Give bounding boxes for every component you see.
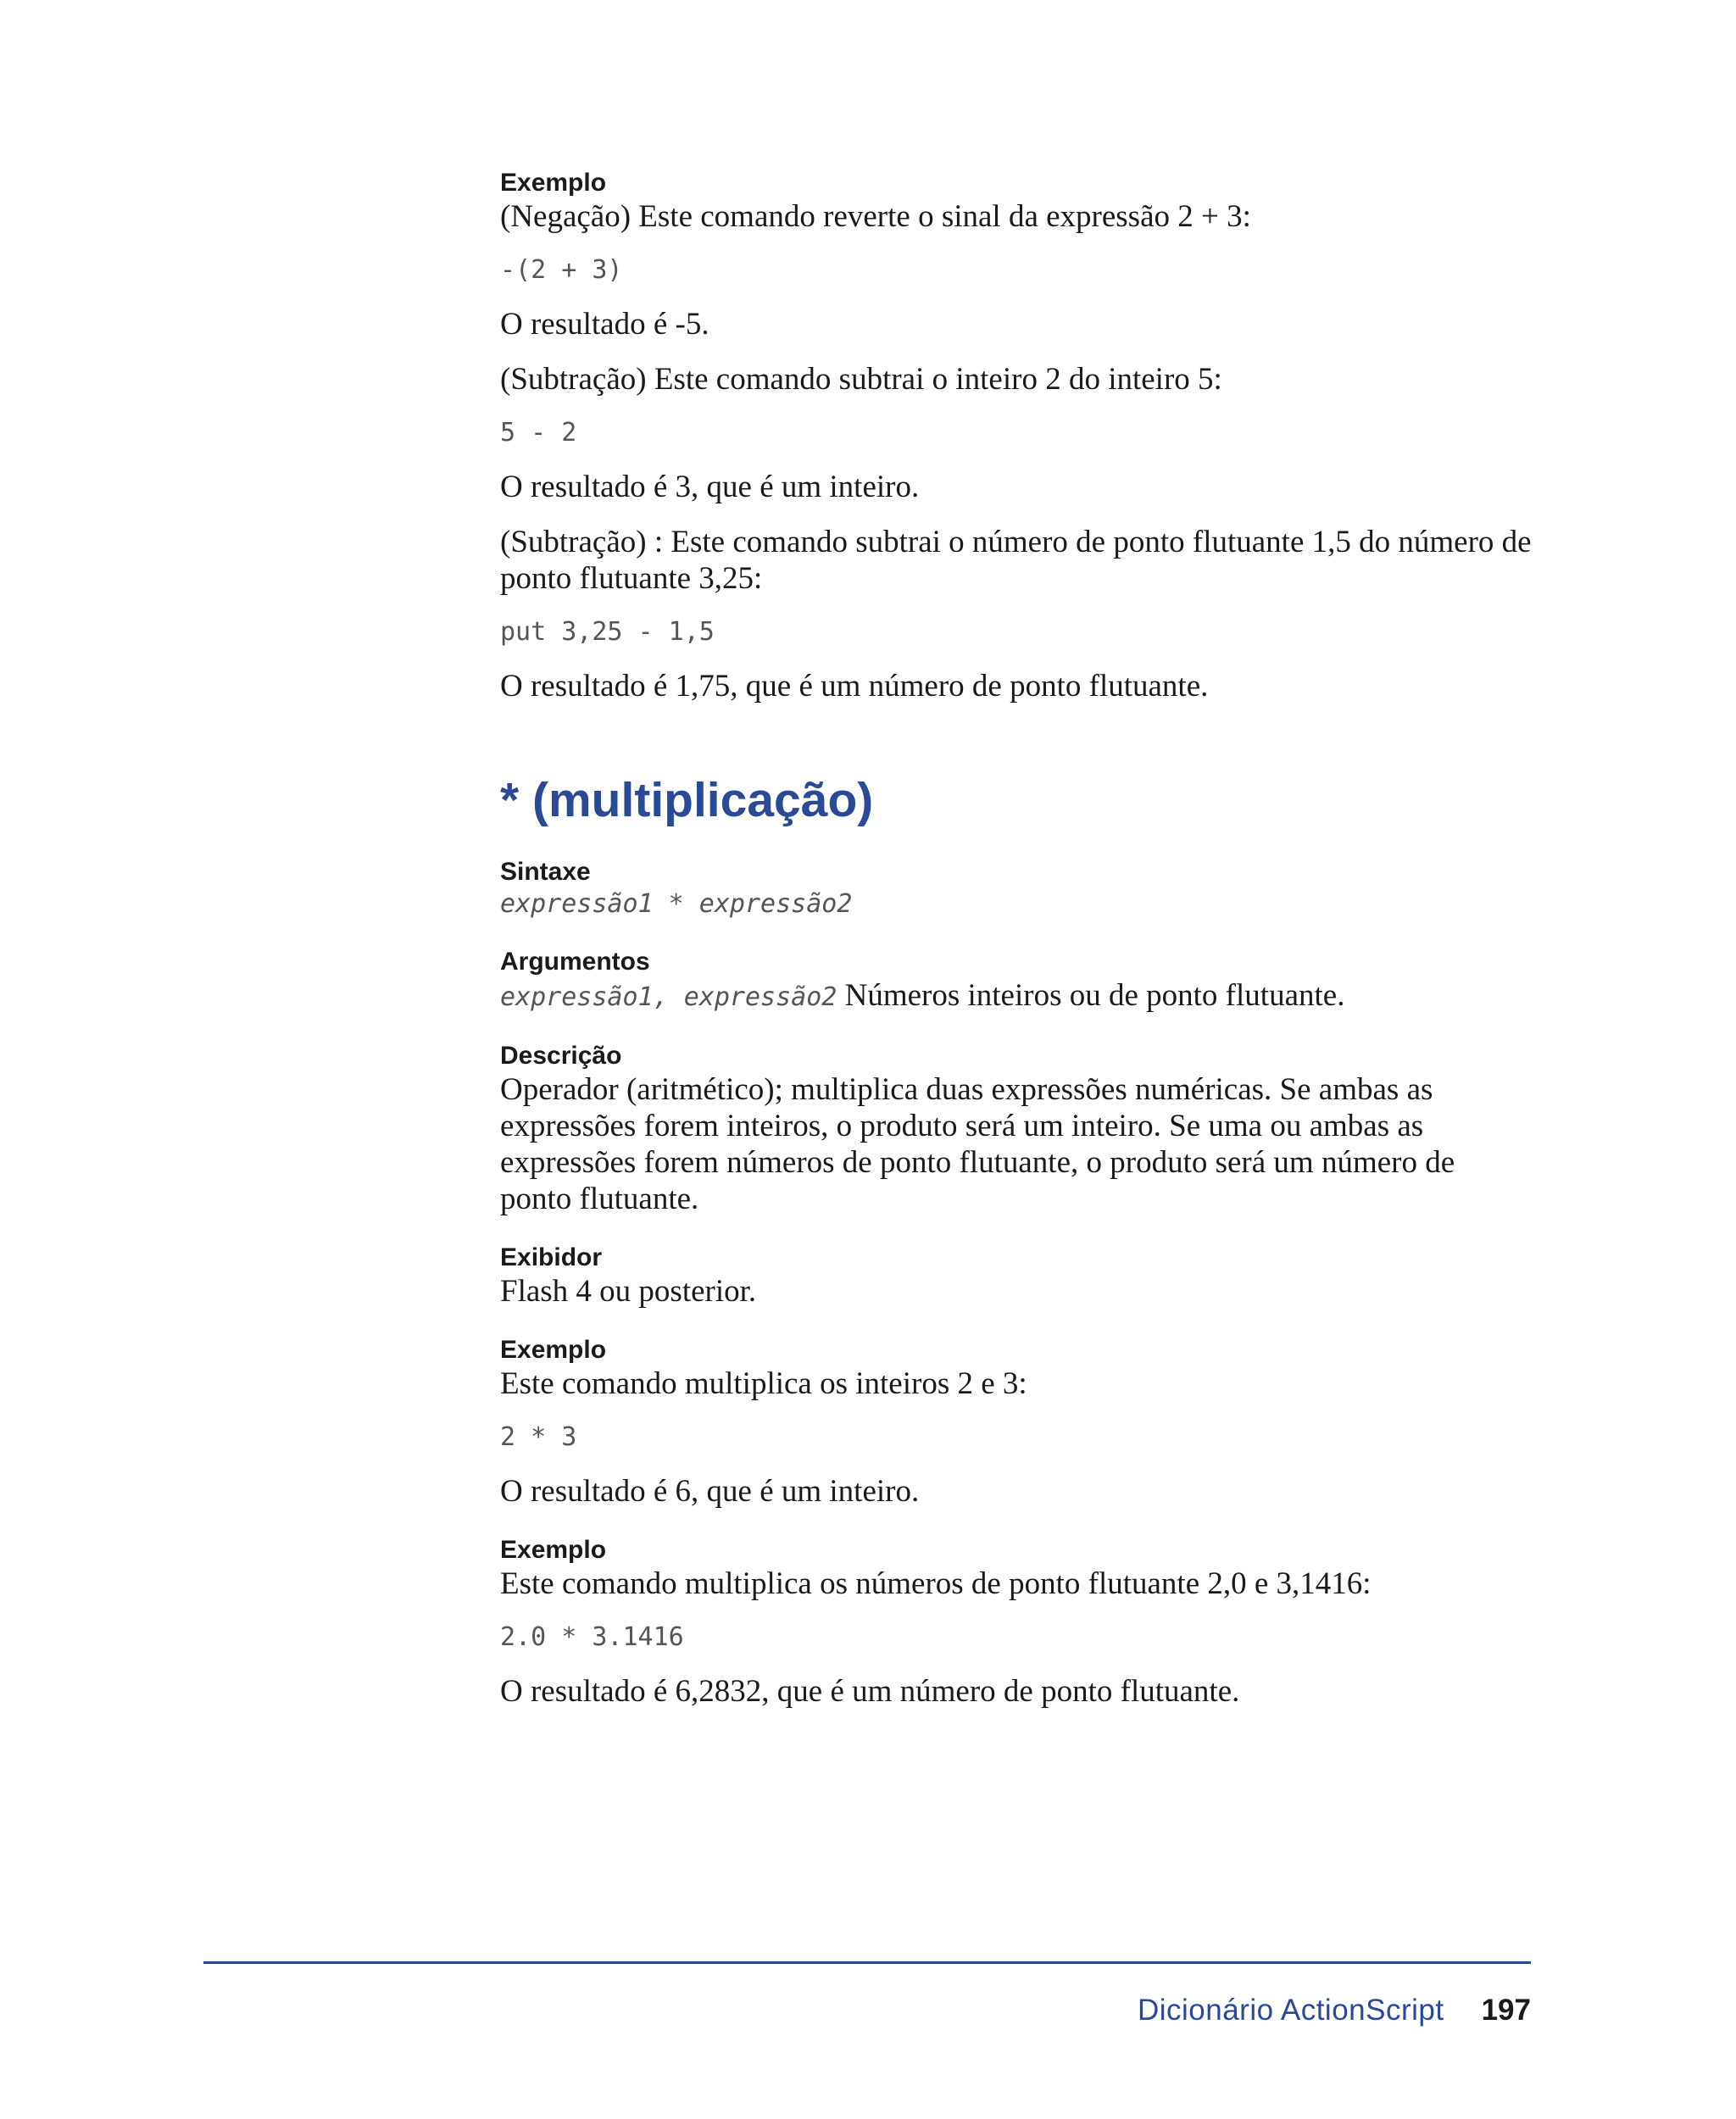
- example1-result: O resultado é 6, que é um inteiro.: [500, 1474, 920, 1509]
- negation-result: O resultado é -5.: [500, 307, 709, 342]
- example1-text: Este comando multiplica os inteiros 2 e 3:: [500, 1366, 1027, 1401]
- example1-label: Exemplo: [500, 1336, 607, 1364]
- float-subtraction-code: put 3,25 - 1,5: [500, 617, 715, 647]
- syntax-code: expressão1 * expressão2: [500, 889, 853, 919]
- subtraction-result: O resultado é 3, que é um inteiro.: [500, 470, 920, 504]
- arguments-label: Argumentos: [500, 948, 650, 976]
- arguments-line: [500, 977, 1551, 1015]
- footer-divider: [203, 1961, 1531, 1964]
- float-subtraction-result: O resultado é 1,75, que é um número de ponto flutuante.: [500, 669, 1209, 704]
- subtraction-text: (Subtração) Este comando subtrai o inteiro 2 do inteiro 5:: [500, 362, 1222, 397]
- syntax-label: Sintaxe: [500, 858, 591, 886]
- footer-title: Dicionário ActionScript: [1137, 1994, 1444, 2027]
- section-title: * (multiplicação): [500, 773, 874, 827]
- subtraction-code: 5 - 2: [500, 418, 577, 448]
- description-label: Descrição: [500, 1042, 622, 1070]
- player-text: Flash 4 ou posterior.: [500, 1274, 757, 1309]
- arguments-code: expressão1, expressão2: [500, 982, 837, 1012]
- page-footer: [1138, 1994, 1531, 2027]
- example2-result: O resultado é 6,2832, que é um número de ponto flutuante.: [500, 1674, 1240, 1709]
- arguments-text: Números inteiros ou de ponto flutuante.: [837, 978, 1345, 1013]
- player-label: Exibidor: [500, 1243, 603, 1271]
- negation-code: -(2 + 3): [500, 255, 623, 285]
- description-text: Operador (aritmético); multiplica duas expressões numéricas. Se ambas as expressões forem inteiros, o produto será um inteiro. Se uma ou ambas as expressões forem números de ponto flutuante, o produto será um número de ponto flutuante.: [500, 1072, 1455, 1216]
- example-label: Exemplo: [500, 169, 607, 197]
- negation-text: (Negação) Este comando reverte o sinal da expressão 2 + 3:: [500, 199, 1251, 234]
- example1-code: 2 * 3: [500, 1422, 577, 1452]
- page-content: [500, 168, 1551, 1710]
- page-number: 197: [1481, 1994, 1531, 2027]
- example2-code: 2.0 * 3.1416: [500, 1622, 684, 1652]
- example2-label: Exemplo: [500, 1536, 607, 1564]
- float-subtraction-text: (Subtração) : Este comando subtrai o número de ponto flutuante 1,5 do número de ponto flutuante 3,25:: [500, 525, 1532, 596]
- example2-text: Este comando multiplica os números de ponto flutuante 2,0 e 3,1416:: [500, 1566, 1372, 1601]
